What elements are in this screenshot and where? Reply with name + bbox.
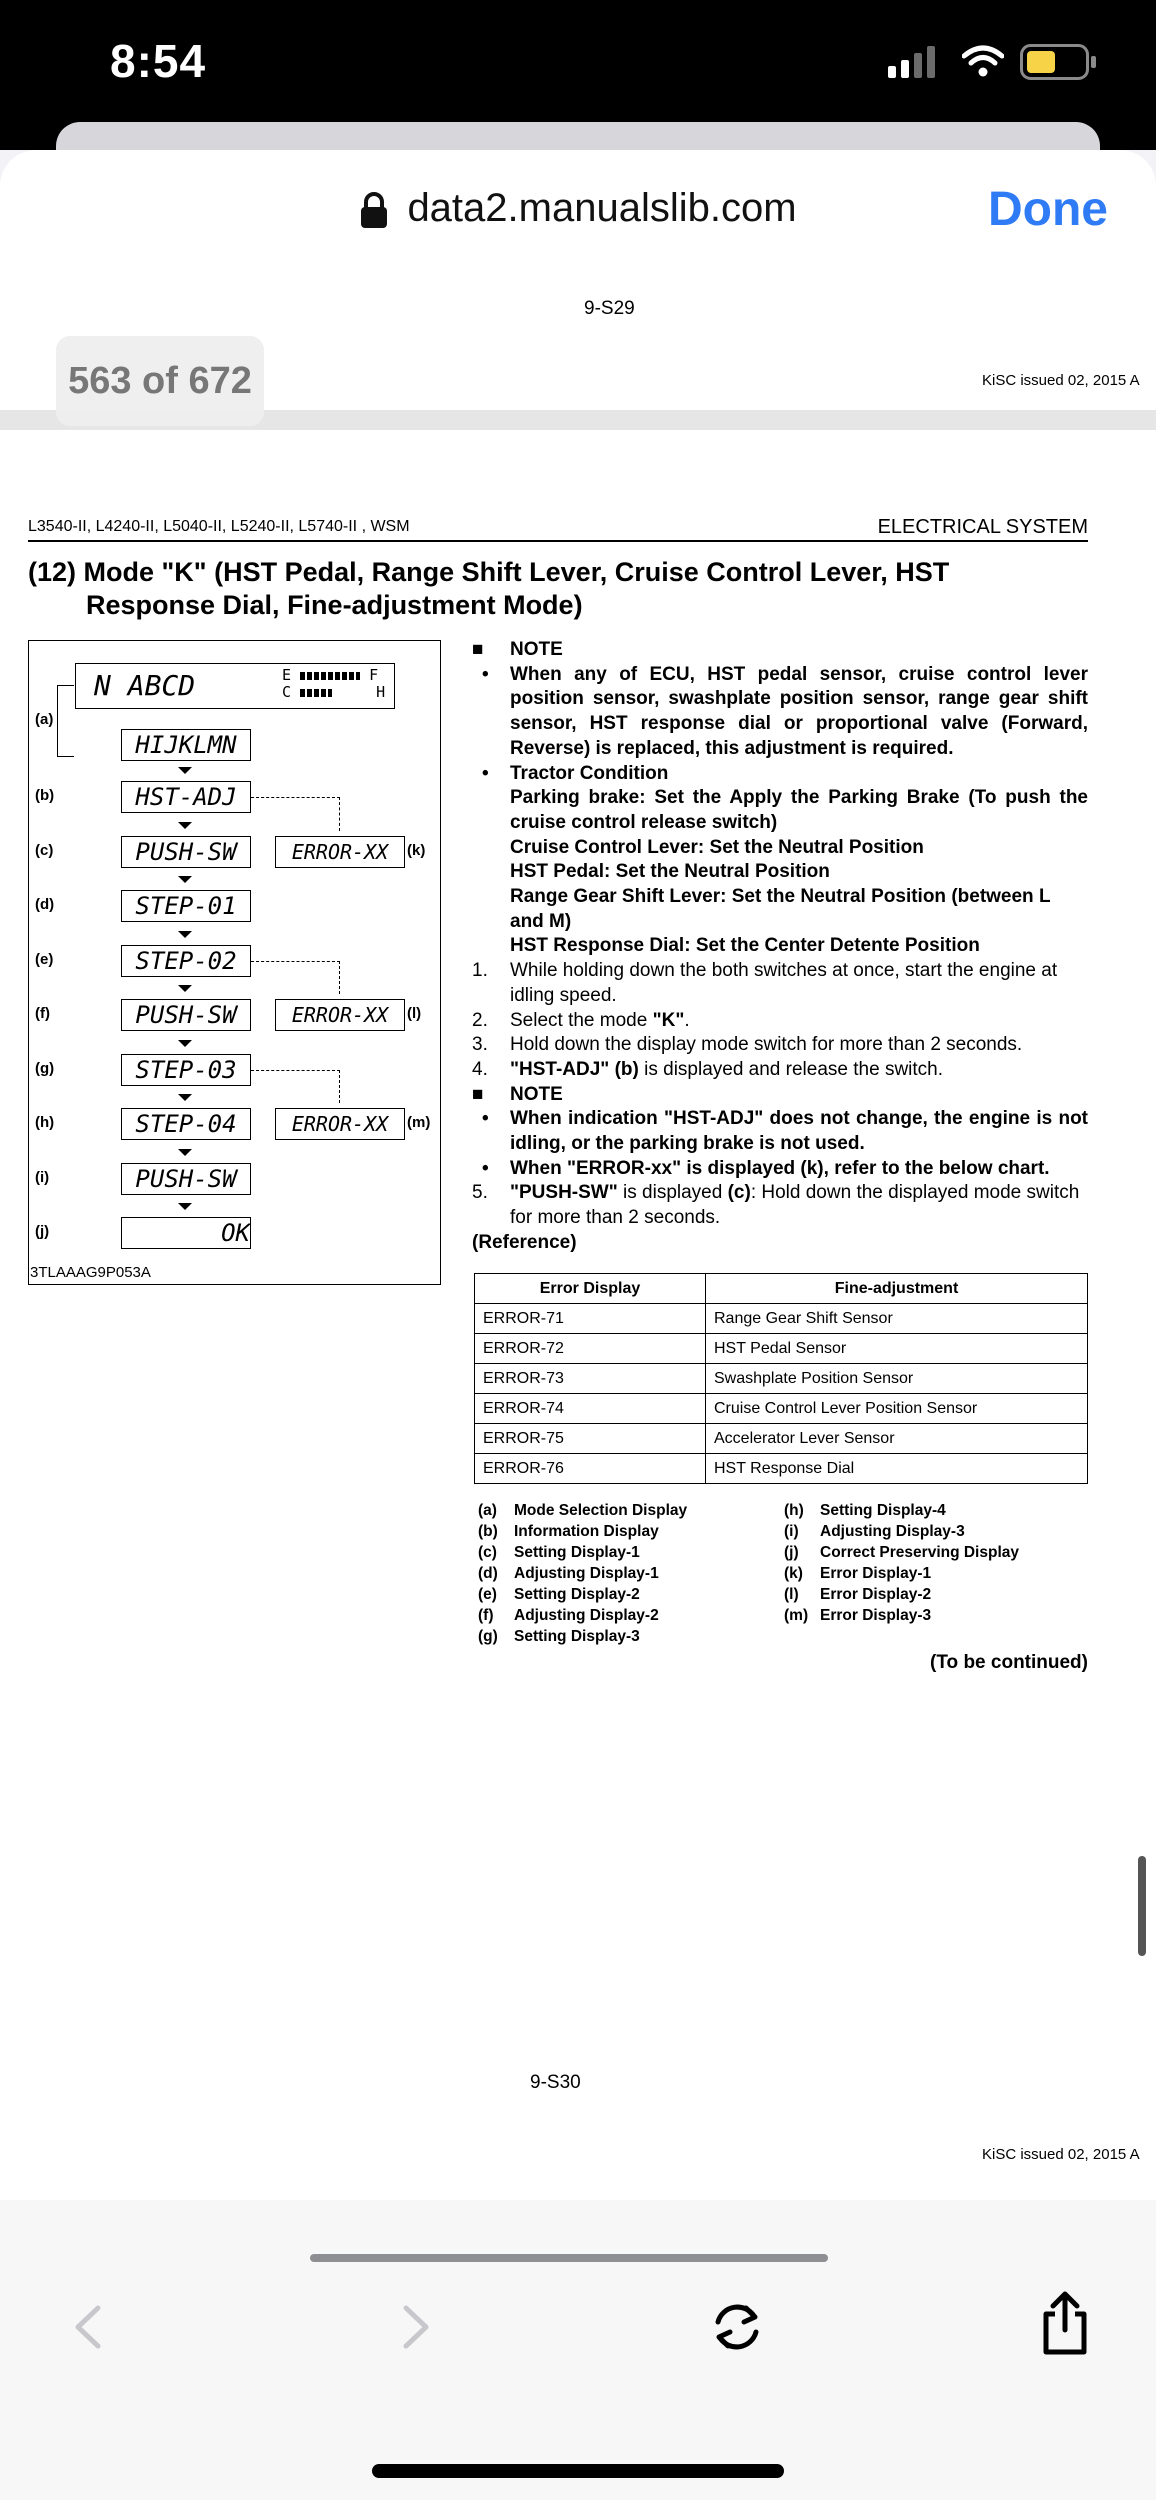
display-row-label: (f) — [35, 1005, 50, 1022]
status-time: 8:54 — [110, 35, 207, 87]
table-header-fine: Fine-adjustment — [706, 1274, 1088, 1304]
step-4-bold: "HST-ADJ" (b) — [510, 1058, 639, 1080]
legend-item — [478, 1542, 687, 1563]
flow-arrow — [178, 1094, 192, 1101]
title-line-2: Response Dial, Fine-adjustment Mode) — [86, 590, 583, 620]
step-1: While holding down the both switches at once, start the engine at idling speed. — [510, 960, 1058, 1006]
fuel-e-label: E — [282, 666, 292, 684]
legend-key: (j) — [784, 1544, 799, 1561]
legend-key: (g) — [478, 1628, 498, 1645]
table-row — [475, 1454, 1088, 1484]
table-header-row — [475, 1274, 1088, 1304]
error-code-cell: ERROR-72 — [475, 1334, 706, 1364]
instructions: ■ NOTE • When any of ECU, HST pedal sensor, cruise control lever position sensor, swashplate position sensor, range gear shift sensor, HST response dial or proportional valve (Forward, Reverse) is replaced, this adjustment is required. • Tractor Condition Parking brake: Set the Apply the Parking Brake (To push the cruise control release switch) Cruise Control Lever: Set the Neutral Position HST Pedal: Set the Neutral Position Range Gear Shift Lever: Set the Neutral Position (between L and M) HST Response Dial: Set the Center Detente Position 1. While holding down the both switches at once, start the engine at idling speed. 2. Select the mode "K". 3. Hold down the display mode switch for more than 2 seconds. 4. "HST-ADJ" (b) is displayed and release the switch. ■ NOTE • When indication "HST-ADJ" does not change, the engine is not idling, or the parking brake is not used. • When "ERROR-xx" is displayed (k), refer to the below chart. 5. "PUSH-SW" is displayed (c): Hold down the displayed mode switch for more than 2 seconds. (Reference) — [472, 638, 1088, 1256]
fuel-gauge — [282, 667, 385, 701]
error-code-cell: ERROR-71 — [475, 1304, 706, 1334]
lcd-display: STEP-04 — [121, 1108, 251, 1140]
legend-value: Mode Selection Display — [514, 1502, 688, 1519]
error-code-cell: ERROR-75 — [475, 1424, 706, 1454]
legend-left — [478, 1500, 687, 1647]
condition-1: Parking brake: Set the Apply the Parking Brake (To push the cruise control release switch) — [510, 787, 1088, 833]
bracket-a — [57, 685, 74, 757]
note2-heading: NOTE — [510, 1083, 563, 1105]
lcd-display: PUSH-SW — [121, 1163, 251, 1195]
display-row-label: (g) — [35, 1059, 55, 1077]
step-5-mid: is displayed — [617, 1182, 728, 1204]
legend-key: (d) — [478, 1565, 498, 1582]
legend-item — [784, 1563, 1019, 1584]
step-4-post: is displayed and release the switch. — [638, 1058, 944, 1080]
flow-arrow — [178, 985, 192, 992]
legend-value: Information Display — [514, 1523, 659, 1540]
display-row-label: (c) — [35, 841, 54, 859]
note2-bullet1: When indication "HST-ADJ" does not change, the engine is not idling, or the parking brake is not used. — [510, 1108, 1088, 1155]
table-header-error: Error Display — [475, 1274, 706, 1304]
fine-adjustment-cell: HST Pedal Sensor — [706, 1334, 1088, 1364]
page-section: ELECTRICAL SYSTEM — [877, 516, 1088, 538]
legend-item — [478, 1500, 687, 1521]
legend-key: (f) — [478, 1607, 494, 1624]
flow-arrow — [178, 931, 192, 938]
legend-value: Adjusting Display-3 — [820, 1523, 965, 1540]
legend-item — [784, 1584, 1019, 1605]
legend-key: (k) — [784, 1565, 803, 1582]
step-2-bold: "K" — [652, 1009, 685, 1031]
table-row — [475, 1304, 1088, 1334]
lock-icon — [359, 191, 389, 229]
legend-item — [478, 1563, 687, 1584]
flow-arrow — [178, 822, 192, 829]
legend-value: Error Display-2 — [820, 1586, 932, 1603]
lcd-display: STEP-02 — [121, 945, 251, 977]
temp-bar — [300, 689, 332, 697]
display-row-label: (h) — [35, 1114, 55, 1131]
header-rule — [28, 540, 1088, 542]
lcd-display: PUSH-SW — [121, 999, 251, 1031]
table-row — [475, 1424, 1088, 1454]
legend-value: Error Display-1 — [820, 1565, 932, 1582]
legend-value: Setting Display-1 — [514, 1544, 640, 1561]
legend-key: (l) — [784, 1586, 799, 1603]
condition-4: Range Gear Shift Lever: Set the Neutral Position (between L and M) — [510, 886, 1051, 932]
display-row-label: (e) — [35, 950, 54, 968]
url-text: data2.manualslib.com — [407, 186, 797, 230]
fine-adjustment-cell: Cruise Control Lever Position Sensor — [706, 1394, 1088, 1424]
note1-bullet1: When any of ECU, HST pedal sensor, cruise control lever position sensor, swashplate position sensor, range gear shift sensor, HST response dial or proportional valve (Forward, Reverse) is replaced, this adjustment is required. — [510, 663, 1088, 759]
lcd-display: HST-ADJ — [121, 781, 251, 813]
legend-value: Setting Display-4 — [820, 1502, 946, 1519]
error-label: (l) — [407, 1005, 422, 1022]
dashed-connector — [251, 961, 340, 995]
table-row — [475, 1394, 1088, 1424]
flow-arrow — [178, 876, 192, 883]
legend-item — [784, 1542, 1019, 1563]
step-num-5: 5. — [472, 1182, 488, 1204]
step-2-pre: Select the mode — [510, 1009, 653, 1031]
share-icon[interactable] — [1040, 2290, 1090, 2356]
fine-adjustment-cell: HST Response Dial — [706, 1454, 1088, 1484]
bottom-toolbar — [0, 2200, 1156, 2500]
prev-page-code: 9-S29 — [584, 298, 635, 319]
condition-5: HST Response Dial: Set the Center Detente Position — [510, 935, 980, 957]
legend-value: Setting Display-2 — [514, 1586, 640, 1603]
error-table — [474, 1273, 1088, 1484]
figure-code: 3TLAAAG9P053A — [30, 1264, 151, 1281]
error-display: ERROR-XX — [275, 999, 405, 1031]
legend-item — [478, 1605, 687, 1626]
wifi-icon — [962, 44, 1004, 78]
error-display: ERROR-XX — [275, 1108, 405, 1140]
legend-right — [784, 1500, 1019, 1626]
legend-item — [478, 1584, 687, 1605]
legend-item — [478, 1521, 687, 1542]
legend-key: (b) — [478, 1523, 498, 1540]
flow-arrow — [178, 767, 192, 774]
mode-selection-display — [75, 663, 395, 709]
back-icon[interactable] — [70, 2304, 106, 2350]
legend-value: Error Display-3 — [820, 1607, 932, 1624]
legend-key: (c) — [478, 1544, 497, 1561]
legend-key: (h) — [784, 1502, 804, 1519]
dashed-connector — [251, 797, 340, 831]
legend-item — [784, 1521, 1019, 1542]
legend-item — [784, 1605, 1019, 1626]
mode-k-diagram — [28, 640, 441, 1285]
error-code-cell: ERROR-74 — [475, 1394, 706, 1424]
step-num-3: 3. — [472, 1034, 488, 1056]
display-row-label: (i) — [35, 1168, 50, 1186]
section-title — [28, 556, 1088, 622]
lcd-display: OK — [121, 1217, 251, 1249]
display-row-label: (b) — [35, 787, 55, 804]
legend-key: (i) — [784, 1523, 799, 1540]
flow-arrow — [178, 1149, 192, 1156]
temp-h-label: H — [376, 683, 386, 701]
legend-key: (e) — [478, 1586, 497, 1603]
mode-display-text: N ABCD — [94, 669, 196, 702]
url-bar[interactable] — [0, 186, 1156, 231]
condition-2: Cruise Control Lever: Set the Neutral Position — [510, 836, 924, 858]
flow-arrow — [178, 1040, 192, 1047]
home-indicator — [372, 2464, 784, 2478]
error-label: (m) — [407, 1114, 431, 1131]
error-code-cell: ERROR-73 — [475, 1364, 706, 1394]
title-line-1: (12) Mode "K" (HST Pedal, Range Shift Lever, Cruise Control Lever, HST — [28, 557, 950, 587]
fine-adjustment-cell: Accelerator Lever Sensor — [706, 1424, 1088, 1454]
square-bullet: ■ — [472, 639, 484, 660]
lcd-display: STEP-01 — [121, 890, 251, 922]
to-be-continued: (To be continued) — [930, 1652, 1088, 1673]
forward-icon[interactable] — [398, 2304, 434, 2350]
dashed-connector — [251, 1070, 340, 1104]
page-indicator: 563 of 672 — [56, 336, 264, 426]
lcd-display: PUSH-SW — [121, 836, 251, 868]
step-num-1: 1. — [472, 960, 488, 982]
temp-c-label: C — [282, 683, 292, 701]
legend-key: (a) — [478, 1502, 497, 1519]
display-row-label: (d) — [35, 896, 55, 913]
legend-value: Correct Preserving Display — [820, 1544, 1020, 1561]
step-3: Hold down the display mode switch for more than 2 seconds. — [510, 1034, 1023, 1056]
condition-3: HST Pedal: Set the Neutral Position — [510, 861, 830, 883]
step-num-4: 4. — [472, 1058, 488, 1080]
step-5-post: : Hold down the displayed mode switch for more than 2 seconds. — [510, 1182, 1080, 1229]
horizontal-scroll-indicator[interactable] — [310, 2254, 828, 2262]
legend-item — [478, 1626, 687, 1647]
fuel-bar — [300, 672, 360, 680]
info-display: HIJKLMN — [121, 729, 251, 761]
table-row — [475, 1364, 1088, 1394]
legend-value: Setting Display-3 — [514, 1628, 640, 1645]
lcd-display: STEP-03 — [121, 1054, 251, 1086]
reference-label: (Reference) — [472, 1231, 577, 1253]
error-label: (k) — [407, 841, 426, 859]
page-code: 9-S30 — [530, 2072, 581, 2093]
page-issue: KiSC issued 02, 2015 A — [982, 2146, 1140, 2163]
table-row — [475, 1334, 1088, 1364]
page-models: L3540-II, L4240-II, L5040-II, L5240-II, L5740-II , WSM — [28, 518, 410, 535]
step-2-post: . — [684, 1009, 690, 1031]
step-5-c: (c) — [727, 1182, 751, 1204]
step-num-2: 2. — [472, 1009, 488, 1031]
error-display: ERROR-XX — [275, 836, 405, 868]
fine-adjustment-cell: Range Gear Shift Sensor — [706, 1304, 1088, 1334]
prev-page-issue: KiSC issued 02, 2015 A — [982, 372, 1140, 389]
legend-value: Adjusting Display-1 — [514, 1565, 659, 1582]
battery-icon — [1020, 44, 1098, 80]
step-5-bold: "PUSH-SW" — [510, 1182, 618, 1204]
reload-icon[interactable] — [708, 2300, 766, 2354]
note1-bullet2-title: Tractor Condition — [510, 762, 669, 784]
scrollbar-thumb[interactable] — [1138, 1856, 1146, 1956]
legend-key: (m) — [784, 1607, 809, 1624]
legend-item — [784, 1500, 1019, 1521]
done-button[interactable]: Done — [988, 183, 1108, 236]
fine-adjustment-cell: Swashplate Position Sensor — [706, 1364, 1088, 1394]
legend-value: Adjusting Display-2 — [514, 1607, 659, 1624]
display-row-label: (j) — [35, 1223, 50, 1240]
fuel-f-label: F — [369, 666, 379, 684]
error-code-cell: ERROR-76 — [475, 1454, 706, 1484]
note1-heading: NOTE — [510, 639, 563, 660]
label-a: (a) — [35, 711, 54, 728]
flow-arrow — [178, 1203, 192, 1210]
signal-icon — [888, 46, 938, 78]
note2-bullet2: When "ERROR-xx" is displayed (k), refer to the below chart. — [510, 1157, 1050, 1179]
